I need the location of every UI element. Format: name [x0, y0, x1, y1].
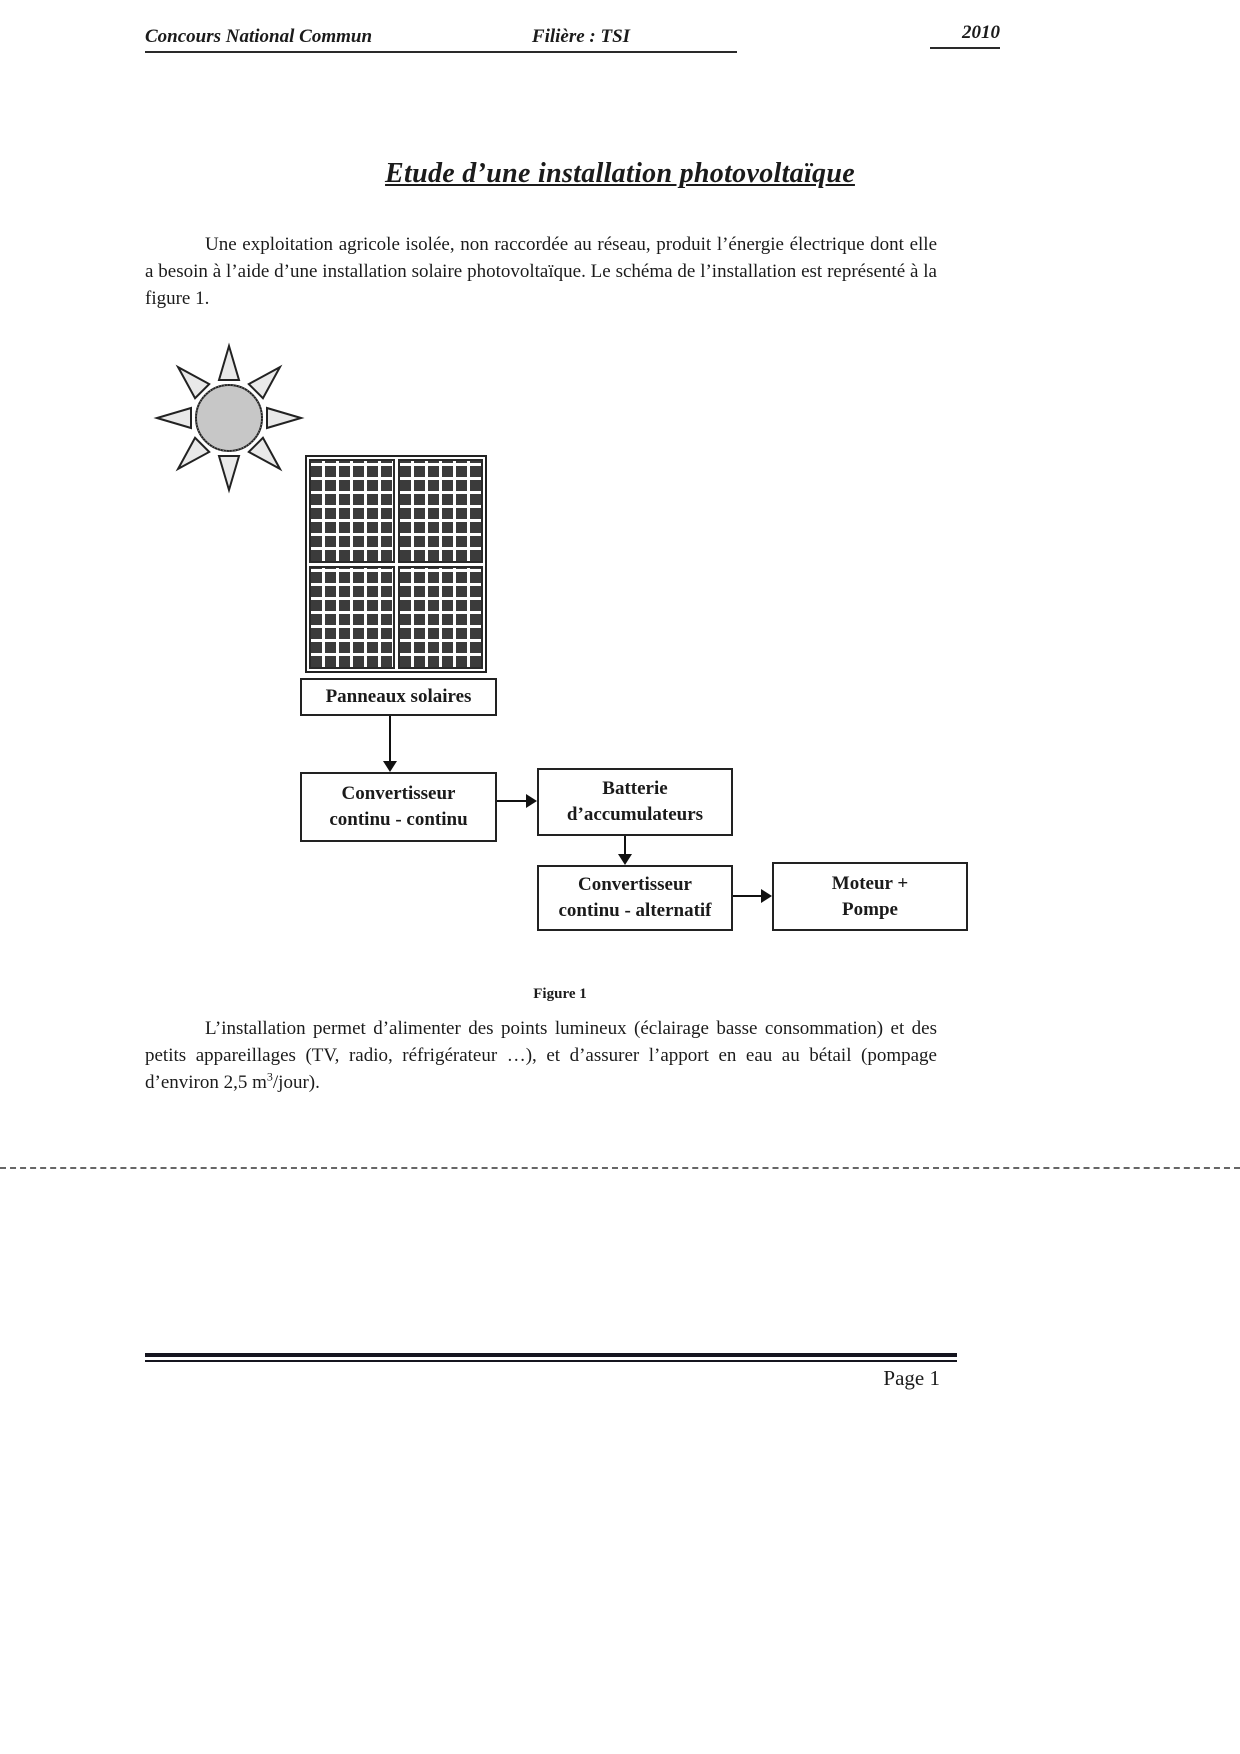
connector-dcac-to-motor: [733, 895, 762, 897]
connector-battery-to-dcac: [624, 836, 626, 855]
arrow-down-icon: [618, 854, 632, 865]
diagram-box-label: Batterie: [602, 778, 668, 800]
diagram-box-label: Convertisseur: [578, 874, 692, 896]
diagram-box-label: continu - alternatif: [558, 900, 712, 921]
solar-panel-cell-grid: [309, 566, 395, 670]
sun-icon: [148, 332, 310, 504]
dashed-divider: [0, 1167, 1240, 1169]
diagram-box-moteur-pompe: [772, 862, 968, 931]
arrow-right-icon: [761, 889, 772, 903]
connector-panels-to-dcdc: [389, 716, 391, 762]
solar-panel-cell-grid: [309, 459, 395, 563]
connector-dcdc-to-battery: [497, 800, 527, 802]
outro-text-end: /jour).: [272, 1071, 320, 1093]
page-number: Page 1: [883, 1366, 940, 1390]
diagram-box-batterie: [537, 768, 733, 836]
solar-panel-graphic: [305, 455, 487, 673]
arrow-down-icon: [383, 761, 397, 772]
arrow-right-icon: [526, 794, 537, 808]
outro-text: L’installation permet d’alimenter des points lumineux (éclairage basse consommation) et des petits appareillages (TV, radio, réfrigérateur …), et d’assurer l’apport en eau au bétail (pompage d’environ 2,5 m: [145, 1018, 937, 1093]
header-right-year: 2010: [930, 22, 1000, 49]
diagram-box-convertisseur-continu-alternatif: [537, 865, 733, 931]
diagram-box-label: continu - continu: [329, 809, 468, 830]
footer-double-rule: [145, 1353, 957, 1362]
page-title: Etude d’une installation photovoltaïque: [385, 158, 855, 189]
header-center-filiere: Filière : TSI: [425, 26, 737, 53]
outro-superscript: 3: [266, 1069, 273, 1084]
diagram-box-label: Panneaux solaires: [325, 686, 472, 708]
intro-paragraph: Une exploitation agricole isolée, non raccordée au réseau, produit l’énergie électrique dont elle a besoin à l’aide d’une installation solaire photovoltaïque. Le schéma de l’installation est représenté à la figure 1.: [145, 234, 937, 309]
diagram-box-label: Moteur +: [831, 872, 909, 894]
solar-panel-cell-grid: [398, 566, 484, 670]
diagram-box-panneaux-solaires: [300, 678, 497, 716]
header-left-title: Concours National Commun: [145, 26, 522, 53]
figure-caption: Figure 1: [533, 986, 587, 1002]
diagram-box-convertisseur-continu-continu: [300, 772, 497, 842]
diagram-box-label: d’accumulateurs: [566, 804, 704, 825]
outro-paragraph: [145, 1016, 937, 1097]
solar-panel-cell-grid: [398, 459, 484, 563]
diagram-box-label: Pompe: [842, 898, 898, 920]
diagram-box-label: Convertisseur: [341, 783, 456, 805]
